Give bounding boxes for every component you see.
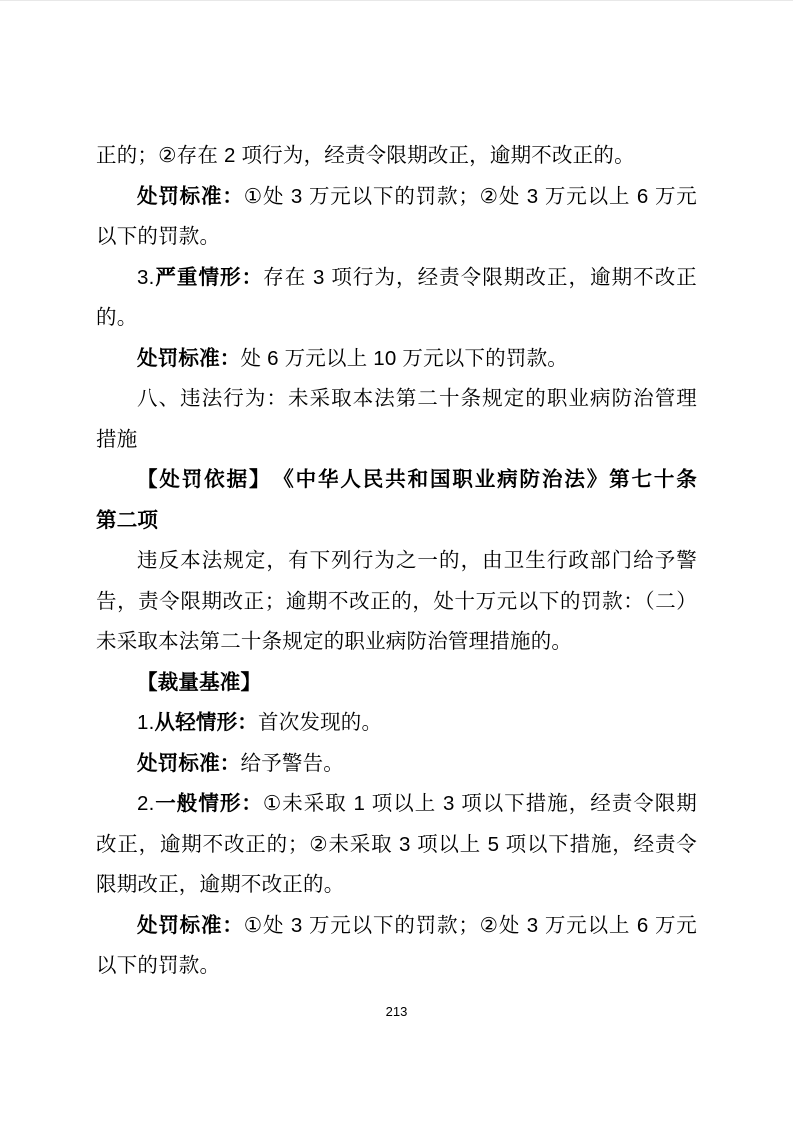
text-line xyxy=(96,217,697,258)
text-line xyxy=(96,339,697,380)
text-run: 告，责令限期改正；逾期不改正的，处十万元以下的罚款：（二） xyxy=(96,589,697,613)
bold-text-run: 处罚标准： xyxy=(137,346,241,370)
bold-text-run: 一般情形： xyxy=(154,792,263,815)
text-run: 以下的罚款。 xyxy=(96,225,221,248)
text-run: 给予警告。 xyxy=(240,751,344,775)
text-run: 2. xyxy=(137,792,155,815)
text-run: 首次发现的。 xyxy=(258,711,383,734)
bold-text-run: 处罚标准： xyxy=(137,913,244,937)
text-run: 改正，逾期不改正的；②未采取 3 项以上 5 项以下措施，经责令 xyxy=(96,832,697,856)
page-number: 213 xyxy=(385,1004,408,1019)
text-line xyxy=(96,298,697,339)
text-run: 处 6 万元以上 10 万元以下的罚款。 xyxy=(240,346,568,370)
text-line xyxy=(96,177,697,218)
text-run: 存在 3 项行为，经责令限期改正，逾期不改正 xyxy=(263,265,697,289)
bold-text-run: 严重情形： xyxy=(154,265,264,289)
text-line xyxy=(96,865,697,906)
text-line xyxy=(96,622,697,663)
text-run: ①处 3 万元以下的罚款；②处 3 万元以上 6 万元 xyxy=(243,184,697,208)
text-line xyxy=(96,582,697,623)
text-line xyxy=(96,541,697,582)
text-run: 违反本法规定，有下列行为之一的，由卫生行政部门给予警 xyxy=(137,549,697,572)
text-run: 正的；②存在 2 项行为，经责令限期改正，逾期不改正的。 xyxy=(96,144,635,167)
bold-text-run: 【裁量基准】 xyxy=(137,670,262,694)
text-line xyxy=(96,258,697,299)
text-run: 八、违法行为：未采取本法第二十条规定的职业病防治管理 xyxy=(137,387,697,410)
text-line xyxy=(96,744,697,785)
text-run: 1. xyxy=(137,711,155,734)
text-run: ①处 3 万元以下的罚款；②处 3 万元以上 6 万元 xyxy=(243,913,697,937)
text-line xyxy=(96,784,697,825)
text-line xyxy=(96,501,697,542)
bold-text-run: 处罚标准： xyxy=(137,751,241,775)
text-line xyxy=(96,906,697,947)
text-run: ①未采取 1 项以上 3 项以下措施，经责令限期 xyxy=(262,792,697,815)
text-run: 未采取本法第二十条规定的职业病防治管理措施的。 xyxy=(96,630,573,653)
text-run: 措施 xyxy=(96,427,138,451)
text-line xyxy=(96,703,697,744)
text-run: 限期改正，逾期不改正的。 xyxy=(96,873,345,896)
text-run: 3. xyxy=(137,265,155,289)
bold-text-run: 从轻情形： xyxy=(154,711,258,734)
bold-text-run: 处罚标准： xyxy=(137,184,244,208)
bold-text-run: 第二项 xyxy=(96,508,159,532)
text-line xyxy=(96,663,697,704)
text-line xyxy=(96,136,697,177)
text-line xyxy=(96,825,697,866)
text-line xyxy=(96,946,697,987)
text-run: 的。 xyxy=(96,306,138,329)
bold-text-run: 【处罚依据】 《中华人民共和国职业病防治法》第七十条 xyxy=(137,468,697,491)
text-line xyxy=(96,420,697,461)
text-run: 以下的罚款。 xyxy=(96,954,221,977)
text-body xyxy=(96,136,697,987)
text-line xyxy=(96,460,697,501)
text-line xyxy=(96,379,697,420)
